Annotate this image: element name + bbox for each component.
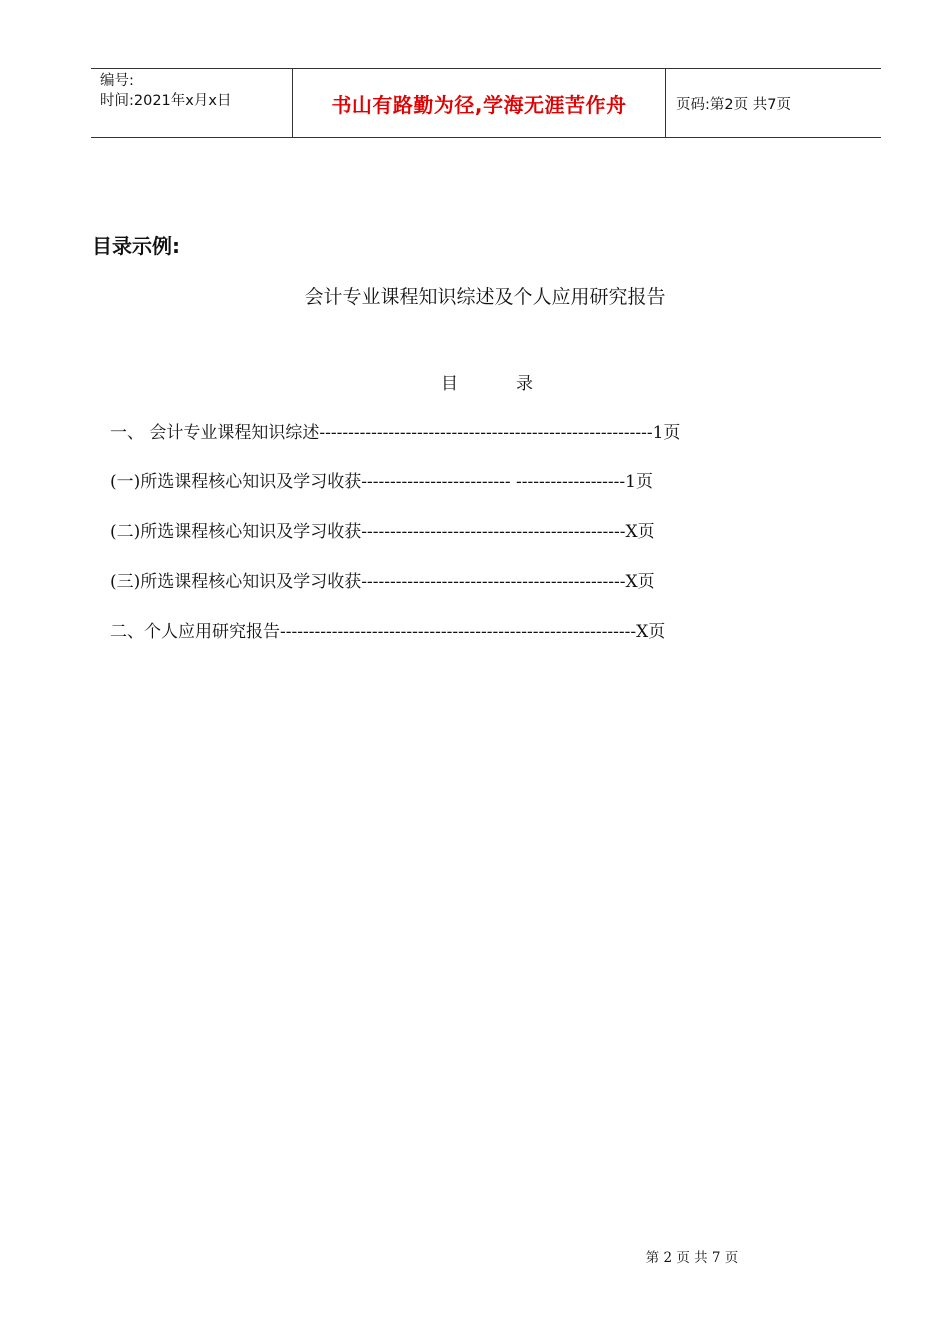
toc-entry-3: (二)所选课程核心知识及学习收获----------------------------------------------X页 <box>110 522 655 542</box>
header-meta-cell <box>91 69 293 137</box>
section-title: 目录示例: <box>92 234 180 258</box>
document-number-label: 编号: <box>100 73 134 89</box>
toc-heading-char-2: 录 <box>516 374 533 394</box>
page-footer: 第 2 页 共 7 页 <box>645 1250 739 1266</box>
report-title: 会计专业课程知识综述及个人应用研究报告 <box>304 286 666 308</box>
toc-entry-5: 二、个人应用研究报告--------------------------------------------------------------X页 <box>110 622 666 642</box>
document-time-label: 时间:2021年x月x日 <box>100 93 232 109</box>
header-table <box>91 68 881 138</box>
toc-entry-2: (一)所选课程核心知识及学习收获-------------------------- -------------------1页 <box>110 472 653 492</box>
toc-entry-4: (三)所选课程核心知识及学习收获----------------------------------------------X页 <box>110 572 655 592</box>
toc-heading-char-1: 目 <box>441 374 458 394</box>
header-motto: 书山有路勤为径,学海无涯苦作舟 <box>293 69 666 137</box>
header-page-info: 页码:第2页 共7页 <box>676 96 791 113</box>
toc-entry-1: 一、 会计专业课程知识综述----------------------------------------------------------1页 <box>110 423 681 443</box>
toc-heading <box>441 369 533 394</box>
